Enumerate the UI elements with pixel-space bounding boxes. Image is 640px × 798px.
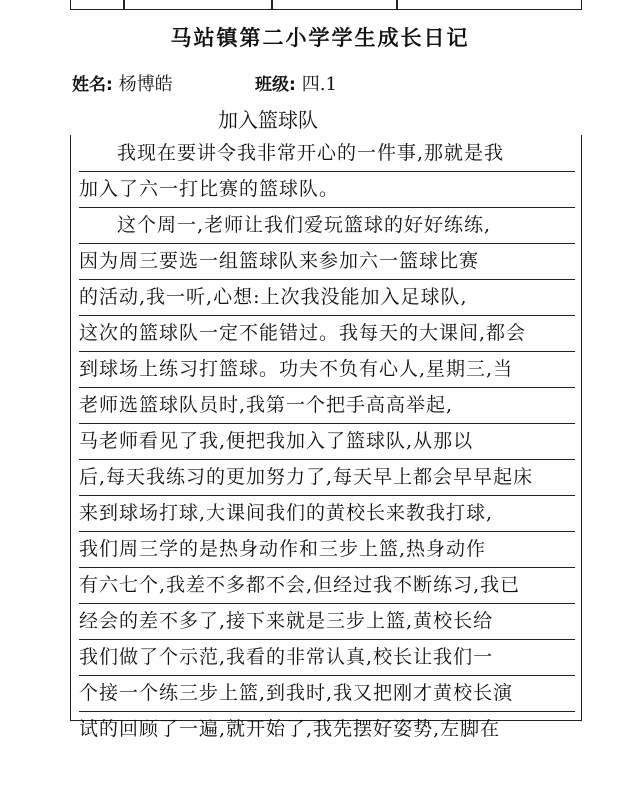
- text-line: 经会的差不多了,接下来就是三步上篮,黄校长给: [79, 603, 575, 640]
- text-line: 这次的篮球队一定不能错过。我每天的大课间,都会: [79, 315, 575, 352]
- name-value: 杨博皓: [118, 74, 173, 95]
- text-line: 因为周三要选一组篮球队来参加六一篮球比赛: [79, 243, 575, 280]
- text-line: 有六七个,我差不多都不会,但经过我不断练习,我已: [79, 567, 575, 604]
- frame-divider: [123, 0, 125, 9]
- text-line: 加入了六一打比赛的篮球队。: [79, 171, 575, 208]
- text-line: 到球场上练习打篮球。功夫不负有心人,星期三,当: [79, 351, 575, 388]
- text-line: 我们周三学的是热身动作和三步上篮,热身动作: [79, 531, 575, 568]
- text-line: 这个周一,老师让我们爱玩篮球的好好练练,: [79, 207, 575, 244]
- ruled-sheet: [70, 135, 582, 740]
- essay-title: 加入篮球队: [218, 108, 318, 132]
- text-line: 后,每天我练习的更加努力了,每天早上都会早早起床: [79, 459, 575, 496]
- page-title: 马站镇第二小学学生成长日记: [170, 26, 470, 50]
- text-line: 个接一个练三步上篮,到我时,我又把刚才黄校长演: [79, 675, 575, 712]
- text-line: 来到球场打球,大课间我们的黄校长来教我打球,: [79, 495, 575, 532]
- class-label: 班级:: [255, 75, 296, 95]
- name-label: 姓名:: [72, 75, 113, 95]
- text-line: 的活动,我一听,心想:上次我没能加入足球队,: [79, 279, 575, 316]
- text-line: 老师选篮球队员时,我第一个把手高高举起,: [79, 387, 575, 424]
- top-frame: [70, 0, 582, 10]
- text-line: 我们做了个示范,我看的非常认真,校长让我们一: [79, 639, 575, 676]
- text-line: 马老师看见了我,便把我加入了篮球队,从那以: [79, 423, 575, 460]
- class-field: [255, 70, 337, 96]
- class-value: 四.1: [301, 74, 337, 95]
- frame-divider: [396, 0, 398, 9]
- frame-divider: [271, 0, 273, 9]
- text-line: 试的回顾了一遍,就开始了,我先摆好姿势,左脚在: [79, 718, 501, 740]
- student-name-field: [72, 70, 173, 96]
- text-line: 我现在要讲令我非常开心的一件事,那就是我: [79, 135, 575, 172]
